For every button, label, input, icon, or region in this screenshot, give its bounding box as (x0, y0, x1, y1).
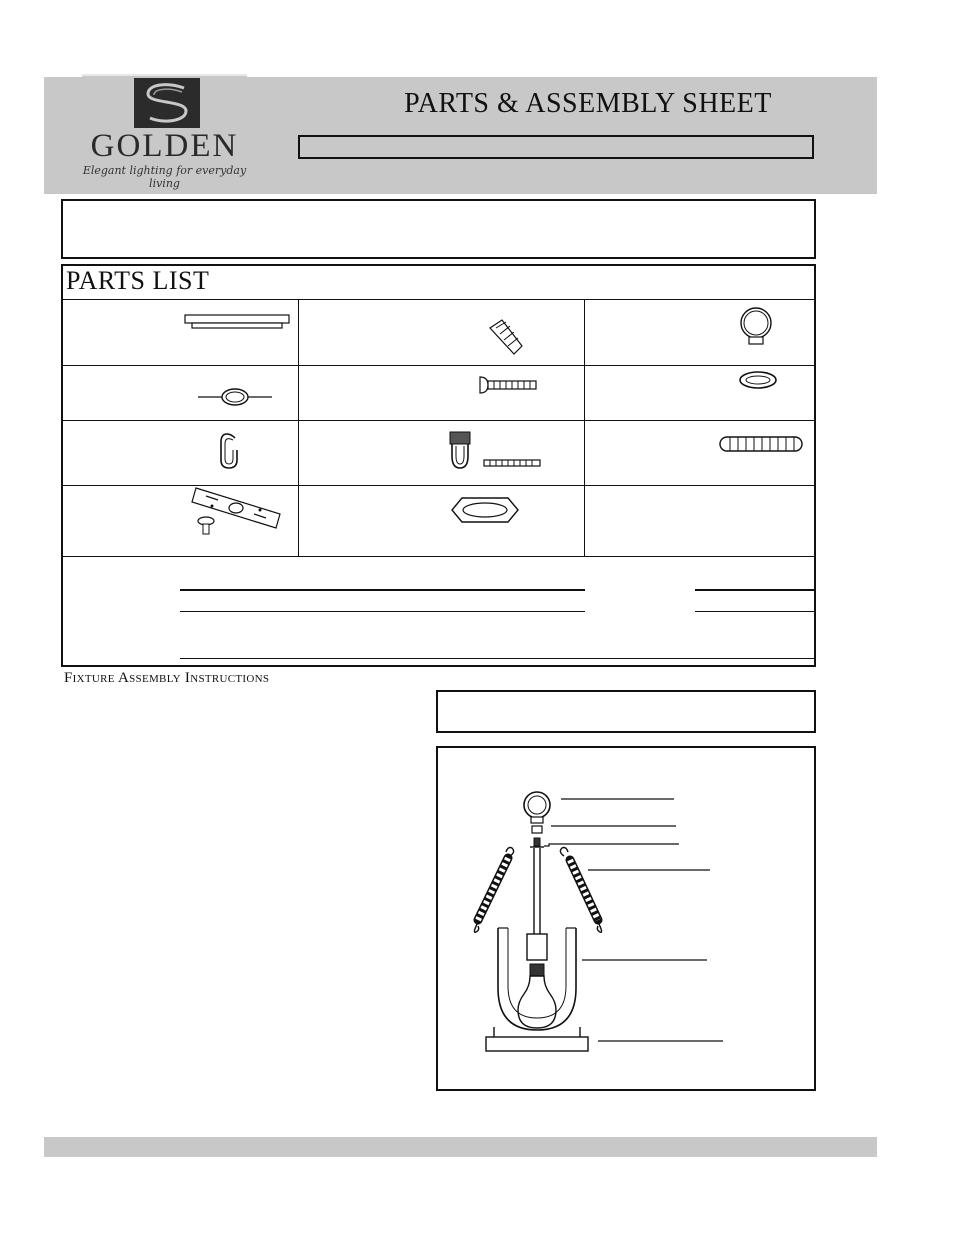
finial-loop-icon (736, 306, 776, 346)
screw-icon (478, 375, 538, 395)
diagram-bulb-base (530, 964, 544, 976)
diagram-nipple (534, 838, 540, 846)
lock-washer-icon (738, 370, 778, 390)
chain-link-icon (198, 386, 272, 408)
table-divider (62, 556, 815, 557)
threaded-pipe-icon (716, 434, 806, 454)
table-divider (62, 485, 815, 486)
model-name-field (298, 135, 814, 159)
form-line (180, 658, 815, 659)
hex-nut-icon (450, 496, 520, 524)
hook-nipple-icon (444, 430, 544, 472)
assembly-instructions-title: Fixture Assembly Instructions (64, 670, 270, 686)
diagram-right-spring-arm (560, 848, 601, 933)
brand-tagline: Elegant lighting for everyday living (82, 164, 247, 190)
step-header-box (436, 690, 816, 733)
quick-link-icon (219, 432, 241, 470)
form-line (180, 611, 585, 612)
table-divider (62, 420, 815, 421)
diagram-bulb (518, 976, 556, 1028)
diagram-bottom-plate (486, 1037, 588, 1051)
parts-list-title: PARTS LIST (66, 266, 210, 295)
diagram-socket (527, 934, 547, 960)
model-description-box (61, 199, 816, 259)
diagram-left-spring-arm (474, 848, 513, 933)
diagram-leader-line (544, 844, 679, 846)
form-line (695, 611, 815, 612)
parts-list-table (61, 264, 816, 667)
crossbar-screw-icon (196, 516, 216, 536)
footer-band (44, 1137, 877, 1157)
table-divider (584, 299, 585, 556)
brand-name: GOLDEN (90, 128, 239, 164)
canopy-icon (184, 314, 290, 330)
table-divider (62, 365, 815, 366)
sheet-title: PARTS & ASSEMBLY SHEET (404, 88, 772, 119)
diagram-washer (532, 826, 542, 833)
form-line (695, 589, 815, 591)
table-divider (62, 299, 815, 300)
table-divider (298, 299, 299, 556)
golden-s-logo-icon (134, 78, 200, 128)
assembly-diagram (438, 748, 814, 1089)
form-line (180, 589, 585, 591)
wire-nut-icon (486, 318, 526, 358)
